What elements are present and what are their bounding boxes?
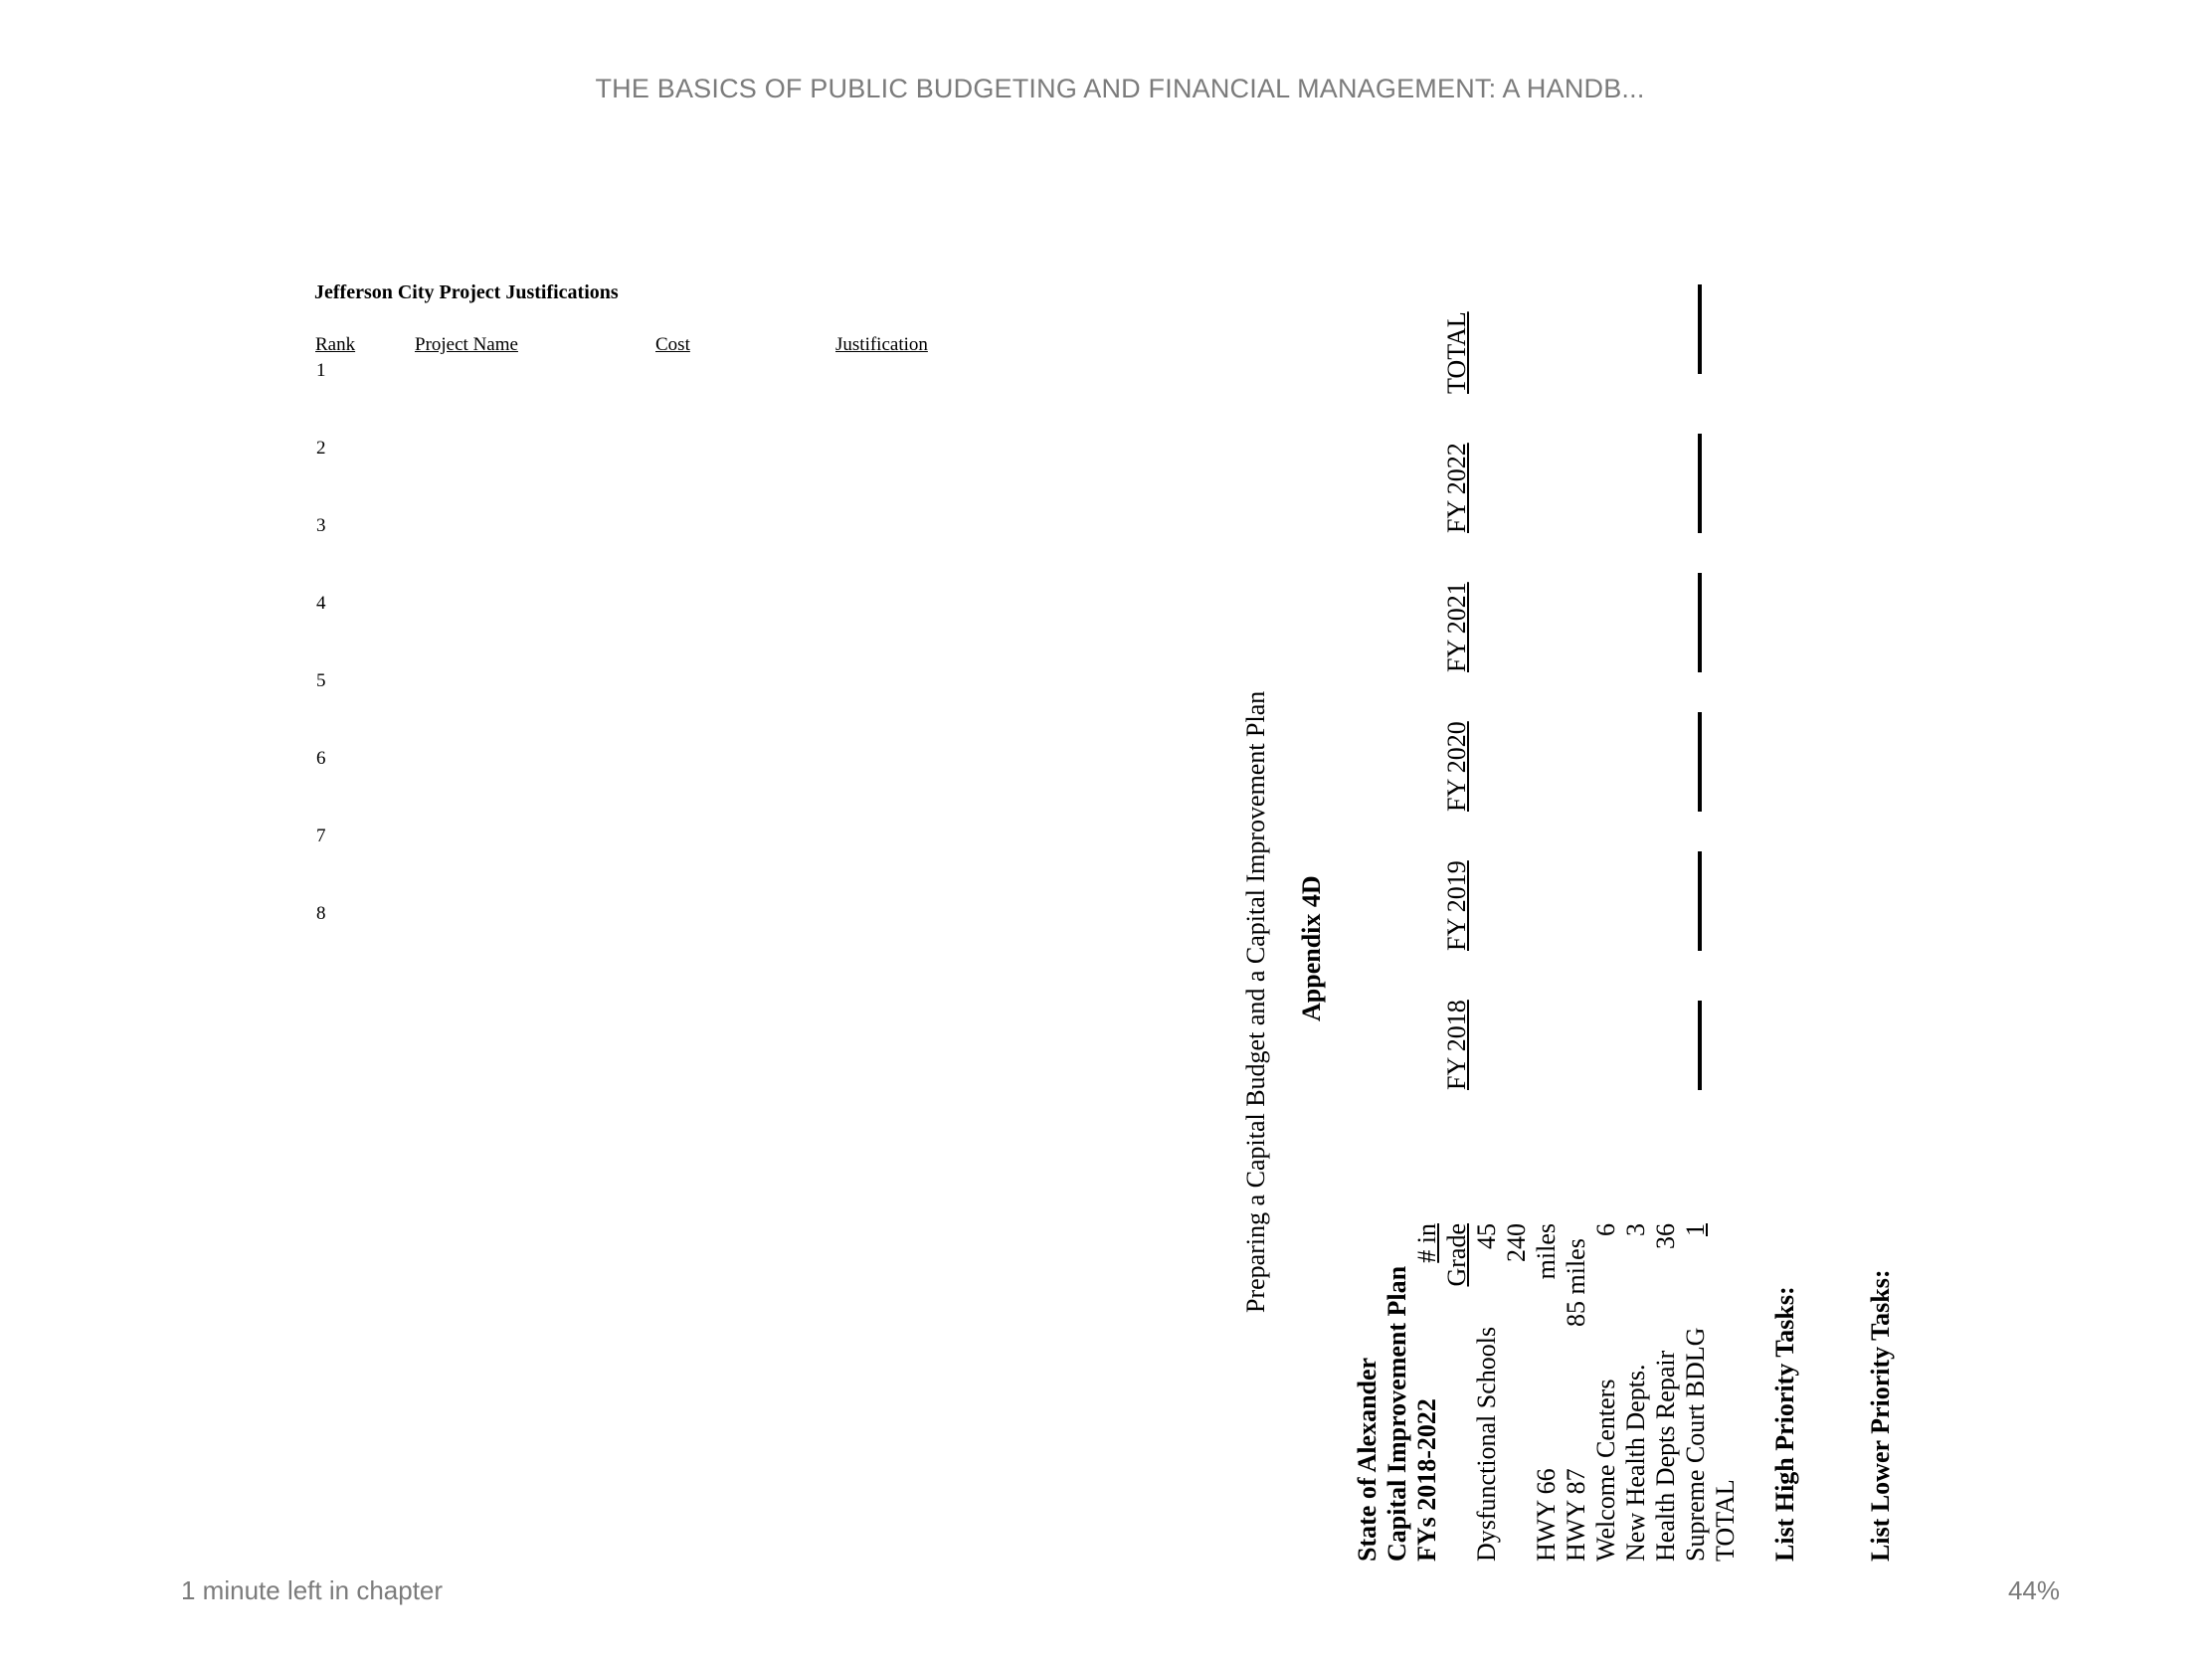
rank-item: 1 xyxy=(316,360,326,381)
fy-2021-total-line xyxy=(1698,573,1702,672)
total-total-line xyxy=(1698,284,1702,374)
row-name: New Health Depts. xyxy=(1621,1364,1650,1562)
row-value: 6 xyxy=(1591,1223,1620,1236)
chapter-heading: Preparing a Capital Budget and a Capital Improvement Plan xyxy=(1241,690,1270,1313)
project-name-header: Project Name xyxy=(415,334,518,355)
row-value: 1 xyxy=(1681,1223,1710,1236)
fy-2022-header: FY 2022 xyxy=(1442,443,1471,533)
appendix-label: Appendix 4D xyxy=(1297,875,1326,1021)
row-value: 36 xyxy=(1651,1223,1680,1249)
appendix-page xyxy=(1170,209,1965,1562)
plan-title: Capital Improvement Plan xyxy=(1382,1265,1411,1562)
fy-2020-header: FY 2020 xyxy=(1442,721,1471,812)
total-header: TOTAL xyxy=(1442,311,1471,394)
row-name: TOTAL xyxy=(1711,1479,1740,1562)
grade-header: Grade xyxy=(1442,1223,1471,1287)
rank-header: Rank xyxy=(315,334,356,355)
row-value: 85 miles xyxy=(1562,1238,1590,1327)
row-name: HWY 66 xyxy=(1532,1468,1561,1562)
grade-header: # in xyxy=(1412,1223,1441,1263)
rank-item: 3 xyxy=(316,515,326,536)
fy-2022-total-line xyxy=(1698,434,1702,533)
rank-item: 2 xyxy=(316,438,326,459)
row-name: Dysfunctional Schools xyxy=(1472,1326,1501,1562)
fy-2019-header: FY 2019 xyxy=(1442,860,1471,951)
reading-progress: 44% xyxy=(2007,1575,2060,1605)
fy-2019-total-line xyxy=(1698,851,1702,951)
fy-2018-header: FY 2018 xyxy=(1442,1000,1471,1090)
jefferson-title: Jefferson City Project Justifications xyxy=(314,281,619,303)
row-name: Health Depts Repair xyxy=(1651,1350,1680,1562)
fy-2021-header: FY 2021 xyxy=(1442,582,1471,672)
fy-2018-total-line xyxy=(1698,1001,1702,1090)
row-value: miles xyxy=(1532,1223,1561,1280)
row-name: Supreme Court BDLG xyxy=(1681,1327,1710,1562)
row-name: Welcome Centers xyxy=(1591,1379,1620,1562)
row-value: 45 xyxy=(1472,1223,1501,1249)
fy-2020-total-line xyxy=(1698,712,1702,812)
row-value: 240 xyxy=(1502,1223,1531,1262)
rank-item: 5 xyxy=(316,670,326,691)
row-name: HWY 87 xyxy=(1562,1468,1590,1562)
rank-item: 8 xyxy=(316,903,326,924)
fy-range: FYs 2018-2022 xyxy=(1412,1398,1441,1562)
state-title: State of Alexander xyxy=(1353,1357,1382,1562)
justification-header: Justification xyxy=(835,334,928,355)
rank-item: 4 xyxy=(316,593,326,614)
high-priority-label: List High Priority Tasks: xyxy=(1770,1286,1799,1562)
rank-item: 6 xyxy=(316,748,326,769)
row-value: 3 xyxy=(1621,1223,1650,1236)
chapter-time-left: 1 minute left in chapter xyxy=(181,1575,444,1605)
low-priority-label: List Lower Priority Tasks: xyxy=(1866,1269,1895,1562)
cost-header: Cost xyxy=(655,334,690,355)
book-title: THE BASICS OF PUBLIC BUDGETING AND FINANCIAL MANAGEMENT: A HANDB... xyxy=(595,74,1645,103)
rank-item: 7 xyxy=(316,826,326,846)
